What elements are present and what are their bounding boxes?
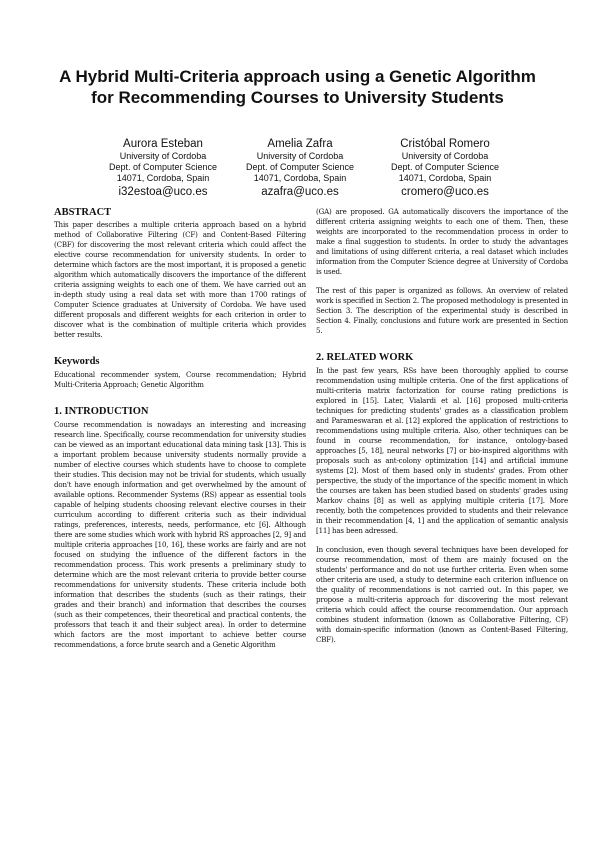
- author-email: azafra@uco.es: [261, 186, 339, 198]
- abstract-text: This paper describes a multiple criteria approach based on a hybrid method of Collaborative Filtering (CF) and Content-Based Filtering (CBF) for discovering the most relevant criteria which could affect the elective course recommendation for university students. In order to determine which factors are the most important, it is proposed a genetic algorithm which automatically discovers the importance of the different criteria assigning weights to each one of them. We have carried out an in-depth study using a real data set with more than 1700 ratings of Computer Science graduates at University of Cordoba. We have used different proposals and different weights for each criterion in order to discover what is the combination of multiple criteria which provides better results.: [54, 220, 306, 339]
- introduction-paragraph-3: The rest of this paper is organized as follows. An overview of related work is specified in Section 2. The proposed methodology is presented in Section 3. The description of the experimental study is described in Section 4. Finally, conclusions and future work are presented in Section 5.: [316, 286, 568, 335]
- author-3: [360, 137, 530, 199]
- introduction-paragraph-2: (GA) are proposed. GA automatically discovers the importance of the different criteria assigning weights to each one of them. Then, these weights are incorporated to the recommendation process in order to make a final suggestion to students. In order to study the advantages and limitations of using different criteria, a real dataset which includes information from the Computer Science degree at University of Cordoba is used.: [316, 207, 568, 276]
- author-department: Dept. of Computer Science: [108, 162, 218, 172]
- author-email: i32estoa@uco.es: [118, 186, 208, 198]
- related-work-paragraph-2: In conclusion, even though several techniques have been developed for course recommendation, most of them are mainly focused on the students' performance and do not use further criteria. Even when some other criteria are used, a study to determine each criterion influence on the quality of recommendations is not carried out. In this paper, we propose a multi-criteria approach for discovering the most relevant criteria which could affect the course recommendation. Our approach combines student information (known as Collaborative Filtering, CF) with domain-specific information (known as Content-Based Filtering, CBF).: [316, 545, 568, 644]
- keywords-heading: Keywords: [54, 356, 100, 367]
- author-name: Aurora Esteban: [123, 138, 203, 150]
- author-department: Dept. of Computer Science: [245, 162, 355, 172]
- introduction-heading: 1. INTRODUCTION: [54, 406, 149, 417]
- author-email: cromero@uco.es: [401, 186, 489, 198]
- author-university: University of Cordoba: [119, 151, 207, 161]
- author-name: Amelia Zafra: [267, 138, 333, 150]
- introduction-paragraph-1: Course recommendation is nowadays an interesting and increasing research line. Specifically, course recommendation for university studies can be viewed as an important educational data mining task [13]. This is a important problem because university students normally provide a number of elective courses which students have to choose to complete their studies. This decision may not be trivial for students, which usually don't have enough information and get overwhelmed by the amount of available options. Recommender Systems (RS) appear as essential tools capable of helping students choosing relevant elective courses in their curriculum according to different criteria such as their individual ratings, preferences, interests, needs, performance, etc [6]. Although there are some studies which work with hybrid RS approaches [2, 9] and multiple criteria approaches [10, 16], these works are fairly and are not focused on studying the influence of the different factors in the recommendation process. This work presents a preliminary study to determine which are the most relevant criteria to provide better course recommendations for university students. These criteria include both information that describes the students (such as their ratings, their grades and their branch) and information that describes the courses (such as their competences, their theoretical and practical contents, the professors that teach it and their subject area). In order to determine which factors are the most important to achieve better course recommendations, a force brute search and a Genetic Algorithm: [54, 420, 306, 649]
- right-column: [316, 207, 568, 645]
- author-name: Cristóbal Romero: [400, 138, 490, 150]
- keywords-text: Educational recommender system, Course recommendation; Hybrid Multi-Criteria Approach; Genetic Algorithm: [54, 370, 306, 389]
- related-work-paragraph-1: In the past few years, RSs have been thoroughly applied to course recommendation using multiple criteria. One of the first applications of multi-criteria matrix factorization for course rating predictions is explored in [15]. Later, Vialardi et al. [16] proposed multi-criteria techniques for predicting students' grades as a classification problem and Parameswaran et al. [12] explored the application of restrictions to recommendations using multiple criteria. Also, other techniques can be found in course recommendation, for instance, ontology-based approaches [5, 18], neural networks [7] or bio-inspired algorithms with proposals such as ant-colony optimization [14] and artificial immune systems [2]. Most of them based only in students' grades. From other perspective, the study of the importance of the specific moment in which the courses are taken has been studied based on students' grades using Markov chains [8] as well as applying multiple criteria [17]. More recently, both the competences provided to students and their relevance in their recommendation [4, 1] and the application of semantic analysis [11] has been adressed.: [316, 366, 568, 535]
- author-address: 14071, Cordoba, Spain: [398, 173, 492, 183]
- paper-title-line-2: for Recommending Courses to University Students: [91, 88, 504, 107]
- author-address: 14071, Cordoba, Spain: [116, 173, 210, 183]
- paper-title: [40, 66, 555, 108]
- author-university: University of Cordoba: [256, 151, 344, 161]
- related-work-heading: 2. RELATED WORK: [316, 352, 414, 363]
- abstract-heading: ABSTRACT: [54, 207, 112, 218]
- paper-title-line-1: A Hybrid Multi-Criteria approach using a Genetic Algorithm: [59, 67, 536, 86]
- author-department: Dept. of Computer Science: [390, 162, 500, 172]
- author-university: University of Cordoba: [401, 151, 489, 161]
- author-address: 14071, Cordoba, Spain: [253, 173, 347, 183]
- left-column: [54, 207, 306, 650]
